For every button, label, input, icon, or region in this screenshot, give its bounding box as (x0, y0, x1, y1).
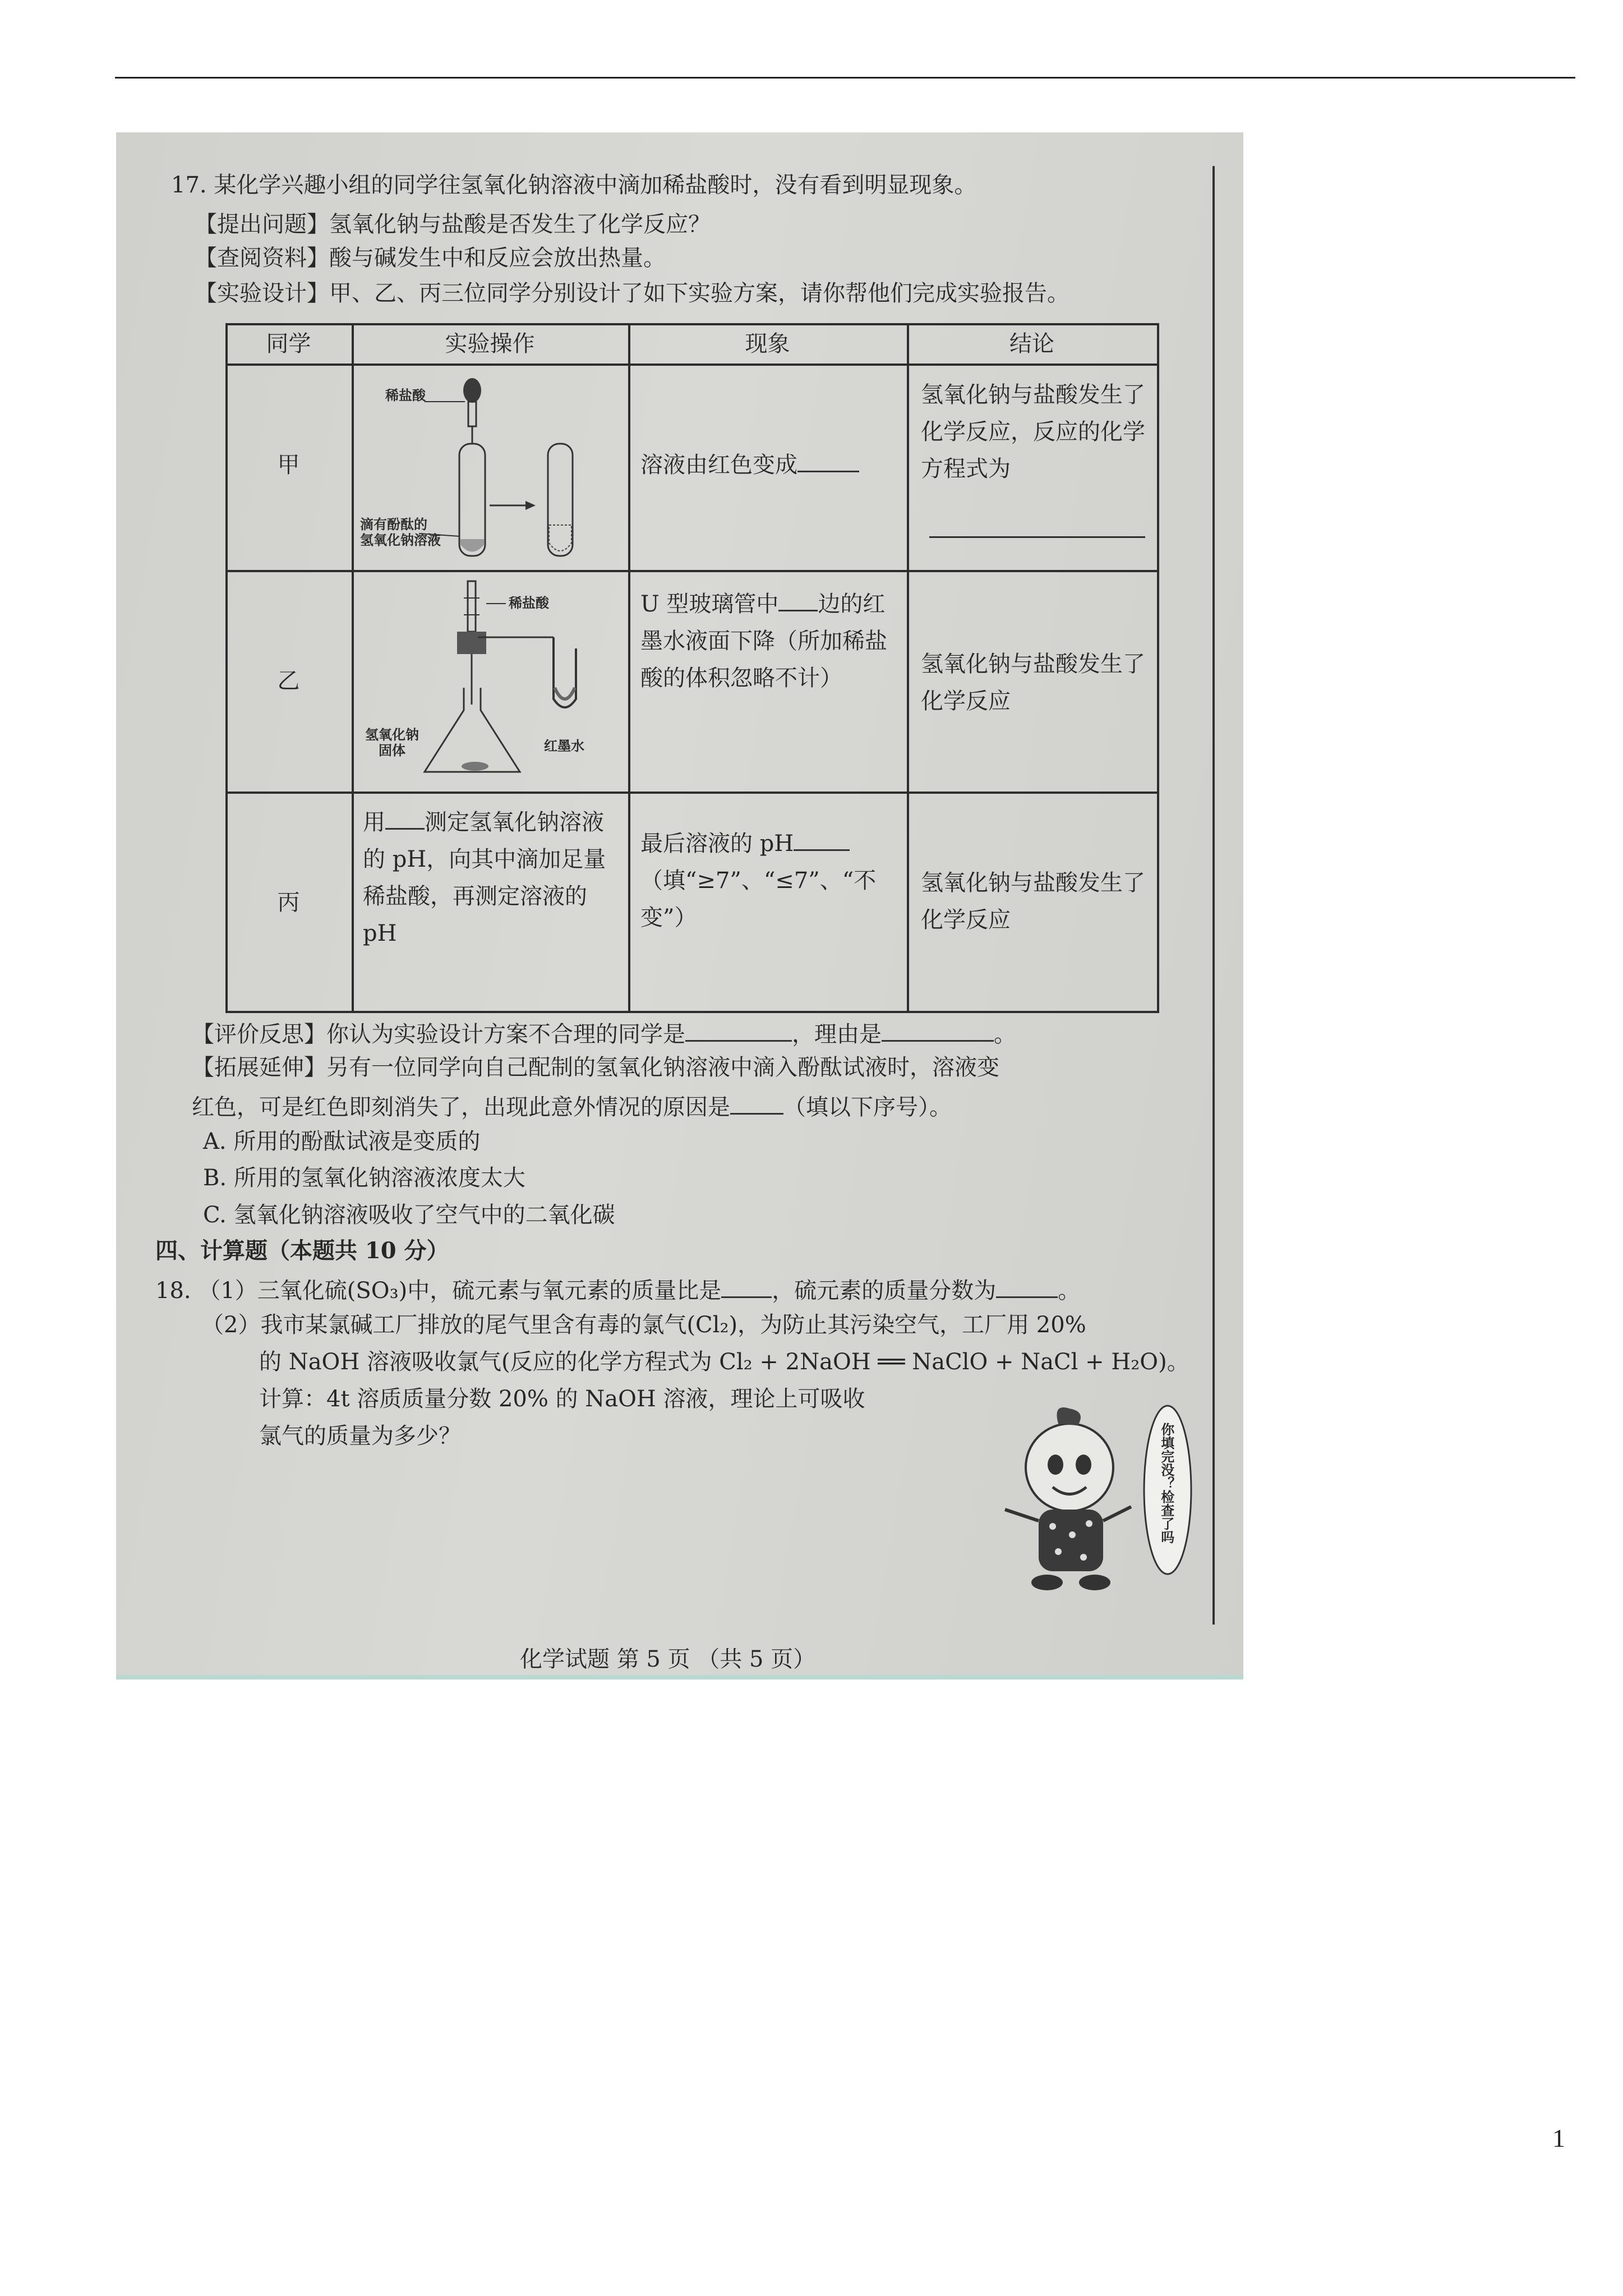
q17-option-c: C. 氢氧化钠溶液吸收了空气中的二氧化碳 (203, 1202, 615, 1228)
q17-extension-line1: 【拓展延伸】另有一位同学向自己配制的氢氧化钠溶液中滴入酚酞试液时，溶液变 (192, 1055, 999, 1080)
row-yi-phenomenon: U 型玻璃管中 边的红墨水液面下降（所加稀盐酸的体积忽略不计） (640, 586, 898, 697)
page-footer: 化学试题 第 5 页 （共 5 页） (520, 1646, 816, 1672)
header-phenomenon: 现象 (745, 331, 790, 357)
label-dilute-hcl-jia: 稀盐酸 (385, 387, 426, 403)
q17-evaluation: 【评价反思】你认为实验设计方案不合理的同学是 ，理由是 。 (192, 1018, 1016, 1048)
header-rule (115, 77, 1575, 79)
row-yi-student: 乙 (277, 668, 300, 694)
scanned-page-photo (116, 132, 1243, 1680)
q17-extension-line2: 红色，可是红色即刻消失了，出现此意外情况的原因是 （填以下序号）。 (192, 1091, 952, 1121)
label-naoh-solid: 氢氧化钠 固体 (365, 726, 419, 758)
row-jia-student: 甲 (277, 452, 300, 478)
q17-intro: 17. 某化学兴趣小组的同学往氢氧化钠溶液中滴加稀盐酸时，没有看到明显现象。 (171, 172, 977, 198)
q17-design: 【实验设计】甲、乙、丙三位同学分别设计了如下实验方案，请你帮他们完成实验报告。 (195, 280, 1069, 306)
header-student: 同学 (266, 331, 311, 357)
cartoon-speech-bubble-text: 你填完没？检查了吗 (1158, 1423, 1175, 1544)
header-conclusion: 结论 (1009, 331, 1054, 357)
section4-title: 四、计算题（本题共 10 分） (155, 1237, 449, 1264)
label-red-ink: 红墨水 (544, 738, 584, 754)
label-dilute-hcl-yi: 稀盐酸 (509, 595, 549, 611)
row-bing-operation: 用 测定氢氧化钠溶液的 pH，向其中滴加足量稀盐酸，再测定溶液的 pH (363, 804, 621, 952)
label-naoh-phenolphthalein: 滴有酚酞的 氢氧化钠溶液 (360, 516, 441, 548)
q18-part2-line4: 氯气的质量为多少？ (259, 1423, 461, 1449)
page-edge-line (1212, 166, 1215, 1625)
q18-part2-line2: 的 NaOH 溶液吸收氯气(反应的化学方程式为 Cl₂ + 2NaOH ══ NaClO + NaCl + H₂O)。 (259, 1349, 1189, 1375)
q18-part2-line3: 计算：4t 溶质质量分数 20% 的 NaOH 溶液，理论上可吸收 (259, 1386, 865, 1412)
q18-part1: 18. （1）三氧化硫(SO₃)中，硫元素与氧元素的质量比是 ，硫元素的质量分数为 。 (155, 1274, 1080, 1304)
page-number: 1 (1552, 2124, 1565, 2152)
row-jia-conclusion: 氢氧化钠与盐酸发生了化学反应，反应的化学方程式为 (921, 382, 1145, 482)
q17-question: 【提出问题】氢氧化钠与盐酸是否发生了化学反应？ (195, 211, 711, 237)
equation-answer-blank[interactable] (929, 536, 1145, 538)
header-operation: 实验操作 (445, 331, 535, 357)
row-jia-phenomenon: 溶液由红色变成 (640, 447, 898, 484)
row-bing-phenomenon: 最后溶液的 pH（填“≥7”、“≤7”、“不变”） (640, 825, 898, 936)
row-bing-student: 丙 (277, 890, 300, 915)
q18-part2-line1: （2）我市某氯碱工厂排放的尾气里含有毒的氯气(Cl₂)，为防止其污染空气，工厂用 20% (201, 1312, 1086, 1338)
row-yi-conclusion: 氢氧化钠与盐酸发生了化学反应 (921, 651, 1145, 714)
q17-reference: 【查阅资料】酸与碱发生中和反应会放出热量。 (195, 245, 666, 271)
q17-option-b: B. 所用的氢氧化钠溶液浓度太大 (203, 1165, 525, 1191)
photo-bottom-edge (116, 1675, 1243, 1680)
experiment-table (225, 323, 1159, 1013)
q17-option-a: A. 所用的酚酞试液是变质的 (203, 1129, 481, 1154)
row-bing-conclusion: 氢氧化钠与盐酸发生了化学反应 (921, 870, 1145, 933)
